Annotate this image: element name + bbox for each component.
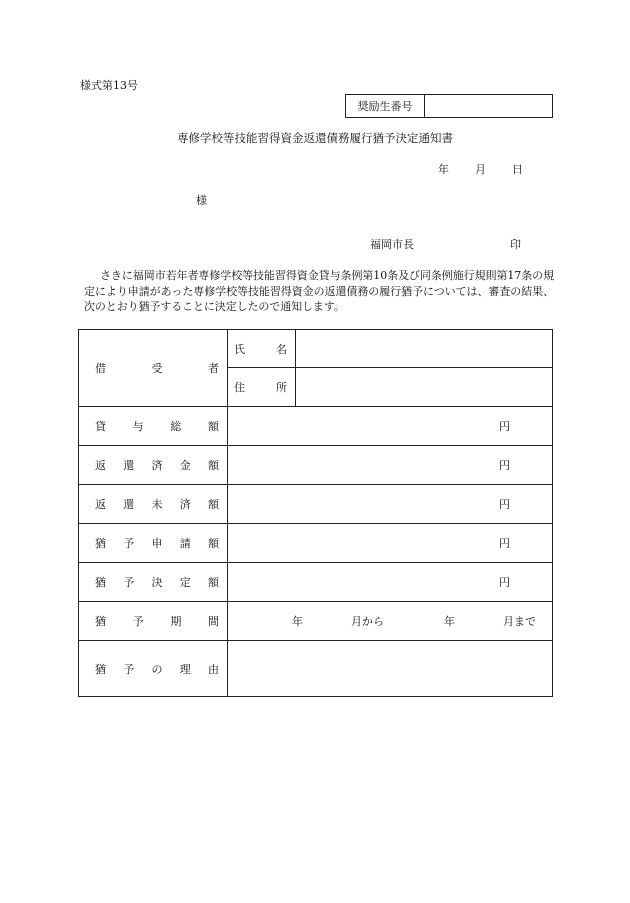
char: 者 (208, 362, 219, 375)
reason-field[interactable] (228, 641, 553, 697)
decision-table (78, 329, 553, 697)
borrower-label (87, 360, 227, 376)
row-label-cell (79, 563, 228, 602)
char: 決 (151, 576, 163, 589)
char: 所 (276, 381, 287, 394)
reason-label-cell (79, 641, 228, 697)
char: 還 (123, 498, 135, 511)
unpaid-amount-field[interactable] (228, 485, 553, 524)
yen-unit: 円 (499, 459, 510, 472)
table-row (79, 485, 553, 524)
date-day: 日 (512, 163, 523, 176)
row-label-cell (79, 446, 228, 485)
yen-unit: 円 (499, 498, 510, 511)
char: の (151, 662, 163, 676)
char: 定 (179, 576, 191, 589)
reason-label (87, 661, 227, 677)
seal-mark: 印 (510, 238, 521, 251)
row-label-cell (79, 407, 228, 446)
total-loan-field[interactable] (228, 407, 553, 446)
name-field[interactable] (296, 330, 553, 368)
char: 金 (179, 459, 191, 472)
char: 理 (179, 662, 191, 676)
table-row (79, 641, 553, 697)
period-label-cell (79, 602, 228, 641)
char: 予 (123, 662, 135, 676)
scholar-number-field[interactable] (425, 95, 552, 117)
row-label (87, 496, 227, 512)
deferral-period (228, 613, 552, 629)
char: 猶 (95, 537, 106, 550)
address-label-cell (228, 368, 296, 407)
address-label (228, 379, 295, 395)
date-month: 月 (475, 163, 486, 176)
char: 未 (151, 498, 163, 511)
char: 額 (208, 537, 219, 550)
char: 名 (276, 342, 287, 356)
table-row (79, 446, 553, 485)
char: 返 (95, 498, 106, 511)
name-label (228, 341, 295, 357)
table-row (79, 407, 553, 446)
period-month-from: 月から (351, 615, 384, 628)
char: 返 (95, 459, 106, 472)
period-month-to: 月まで (503, 615, 536, 628)
char: 氏 (234, 342, 245, 356)
issuer-name: 福岡市長 (370, 238, 414, 251)
char: 還 (123, 459, 135, 472)
row-label (87, 457, 227, 473)
table-row (79, 602, 553, 641)
borrower-label-cell (79, 330, 228, 407)
row-label (87, 418, 227, 434)
scholar-number-label: 奨励生番号 (346, 95, 425, 117)
deferral-period-field[interactable] (228, 602, 553, 641)
char: 住 (234, 381, 245, 394)
table-row (79, 330, 553, 368)
addressee-suffix: 様 (196, 194, 207, 207)
char: 受 (151, 362, 163, 375)
repaid-amount-field[interactable] (228, 446, 553, 485)
char: 額 (207, 420, 219, 433)
char: 済 (151, 459, 163, 472)
row-label-cell (79, 524, 228, 563)
period-year-from: 年 (292, 615, 303, 628)
char: 済 (179, 498, 191, 511)
row-label (87, 574, 227, 590)
body-text: さきに福岡市若年者専修学校等技能習得資金貸与条例第10条及び同条例施行規則第17条の規定により申請があった専修学校等技能習得資金の返還債務の履行猶予については、審査の結果、次のとおり猶予することに決定したので通知します。 (84, 269, 554, 313)
char: 総 (170, 420, 182, 433)
form-number: 様式第13号 (80, 79, 138, 92)
char: 期 (170, 615, 182, 628)
char: 貸 (95, 420, 106, 433)
yen-unit: 円 (499, 420, 510, 433)
char: 猶 (95, 576, 106, 589)
char: 申 (151, 537, 163, 550)
char: 由 (208, 662, 219, 676)
date-year: 年 (438, 163, 449, 176)
yen-unit: 円 (499, 537, 510, 550)
table-row (79, 563, 553, 602)
char: 予 (123, 576, 135, 589)
char: 与 (132, 420, 144, 433)
char: 予 (132, 615, 144, 628)
yen-unit: 円 (499, 576, 510, 589)
char: 猶 (95, 615, 106, 628)
table-row (79, 524, 553, 563)
address-field[interactable] (296, 368, 553, 407)
row-label-cell (79, 485, 228, 524)
name-label-cell (228, 330, 296, 368)
char: 猶 (95, 662, 106, 676)
char: 借 (95, 362, 106, 375)
char: 額 (208, 498, 219, 511)
date-line (438, 164, 523, 175)
scholar-number-box (345, 94, 553, 118)
period-year-to: 年 (444, 615, 455, 628)
char: 請 (179, 537, 191, 550)
char: 額 (208, 459, 219, 472)
row-label (87, 535, 227, 551)
char: 間 (207, 615, 219, 628)
char: 予 (123, 537, 135, 550)
document-title: 専修学校等技能習得資金返還債務履行猶予決定通知書 (177, 131, 453, 145)
decided-deferral-field[interactable] (228, 563, 553, 602)
char: 額 (208, 576, 219, 589)
period-label (87, 613, 227, 629)
requested-deferral-field[interactable] (228, 524, 553, 563)
